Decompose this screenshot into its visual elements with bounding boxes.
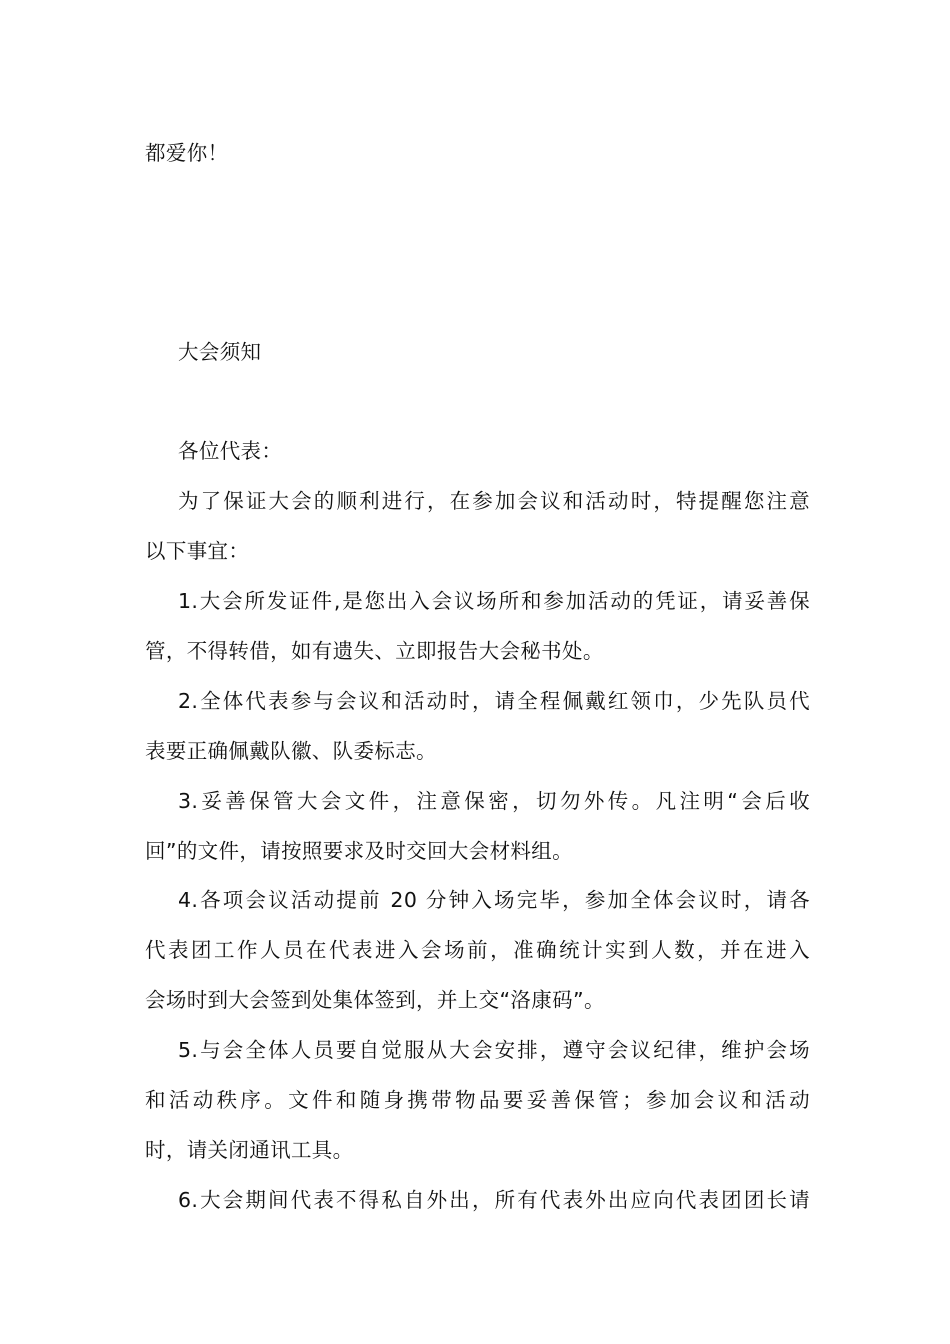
paragraph-line: 和活动秩序。文件和随身携带物品要妥善保管；参加会议和活动 (145, 1088, 810, 1112)
closing-line: 都爱你！ (145, 141, 229, 165)
paragraph-line: 5.与会全体人员要自觉服从大会安排，遵守会议纪律，维护会场 (178, 1038, 810, 1062)
paragraph-line: 3.妥善保管大会文件，注意保密，切勿外传。凡注明“会后收 (178, 789, 810, 813)
notice-title: 大会须知 (178, 340, 262, 364)
paragraph-line: 代表团工作人员在代表进入会场前，准确统计实到人数，并在进入 (145, 938, 810, 962)
paragraph-line: 管，不得转借，如有遗失、立即报告大会秘书处。 (145, 639, 604, 663)
paragraph-line: 6.大会期间代表不得私自外出，所有代表外出应向代表团团长请 (178, 1188, 810, 1212)
paragraph-line: 以下事宜： (145, 539, 250, 563)
paragraph-line: 表要正确佩戴队徽、队委标志。 (145, 739, 437, 763)
paragraph-line: 为了保证大会的顺利进行，在参加会议和活动时，特提醒您注意 (178, 489, 810, 513)
paragraph-line: 1.大会所发证件,是您出入会议场所和参加活动的凭证，请妥善保 (178, 589, 810, 613)
paragraph-line: 回”的文件，请按照要求及时交回大会材料组。 (145, 839, 573, 863)
paragraph-line: 4.各项会议活动提前 20 分钟入场完毕，参加全体会议时，请各 (178, 888, 810, 912)
paragraph-line: 时，请关闭通讯工具。 (145, 1138, 354, 1162)
salutation: 各位代表： (178, 439, 283, 463)
paragraph-line: 会场时到大会签到处集体签到，并上交“洛康码”。 (145, 988, 605, 1012)
paragraph-line: 2.全体代表参与会议和活动时，请全程佩戴红领巾，少先队员代 (178, 689, 810, 713)
